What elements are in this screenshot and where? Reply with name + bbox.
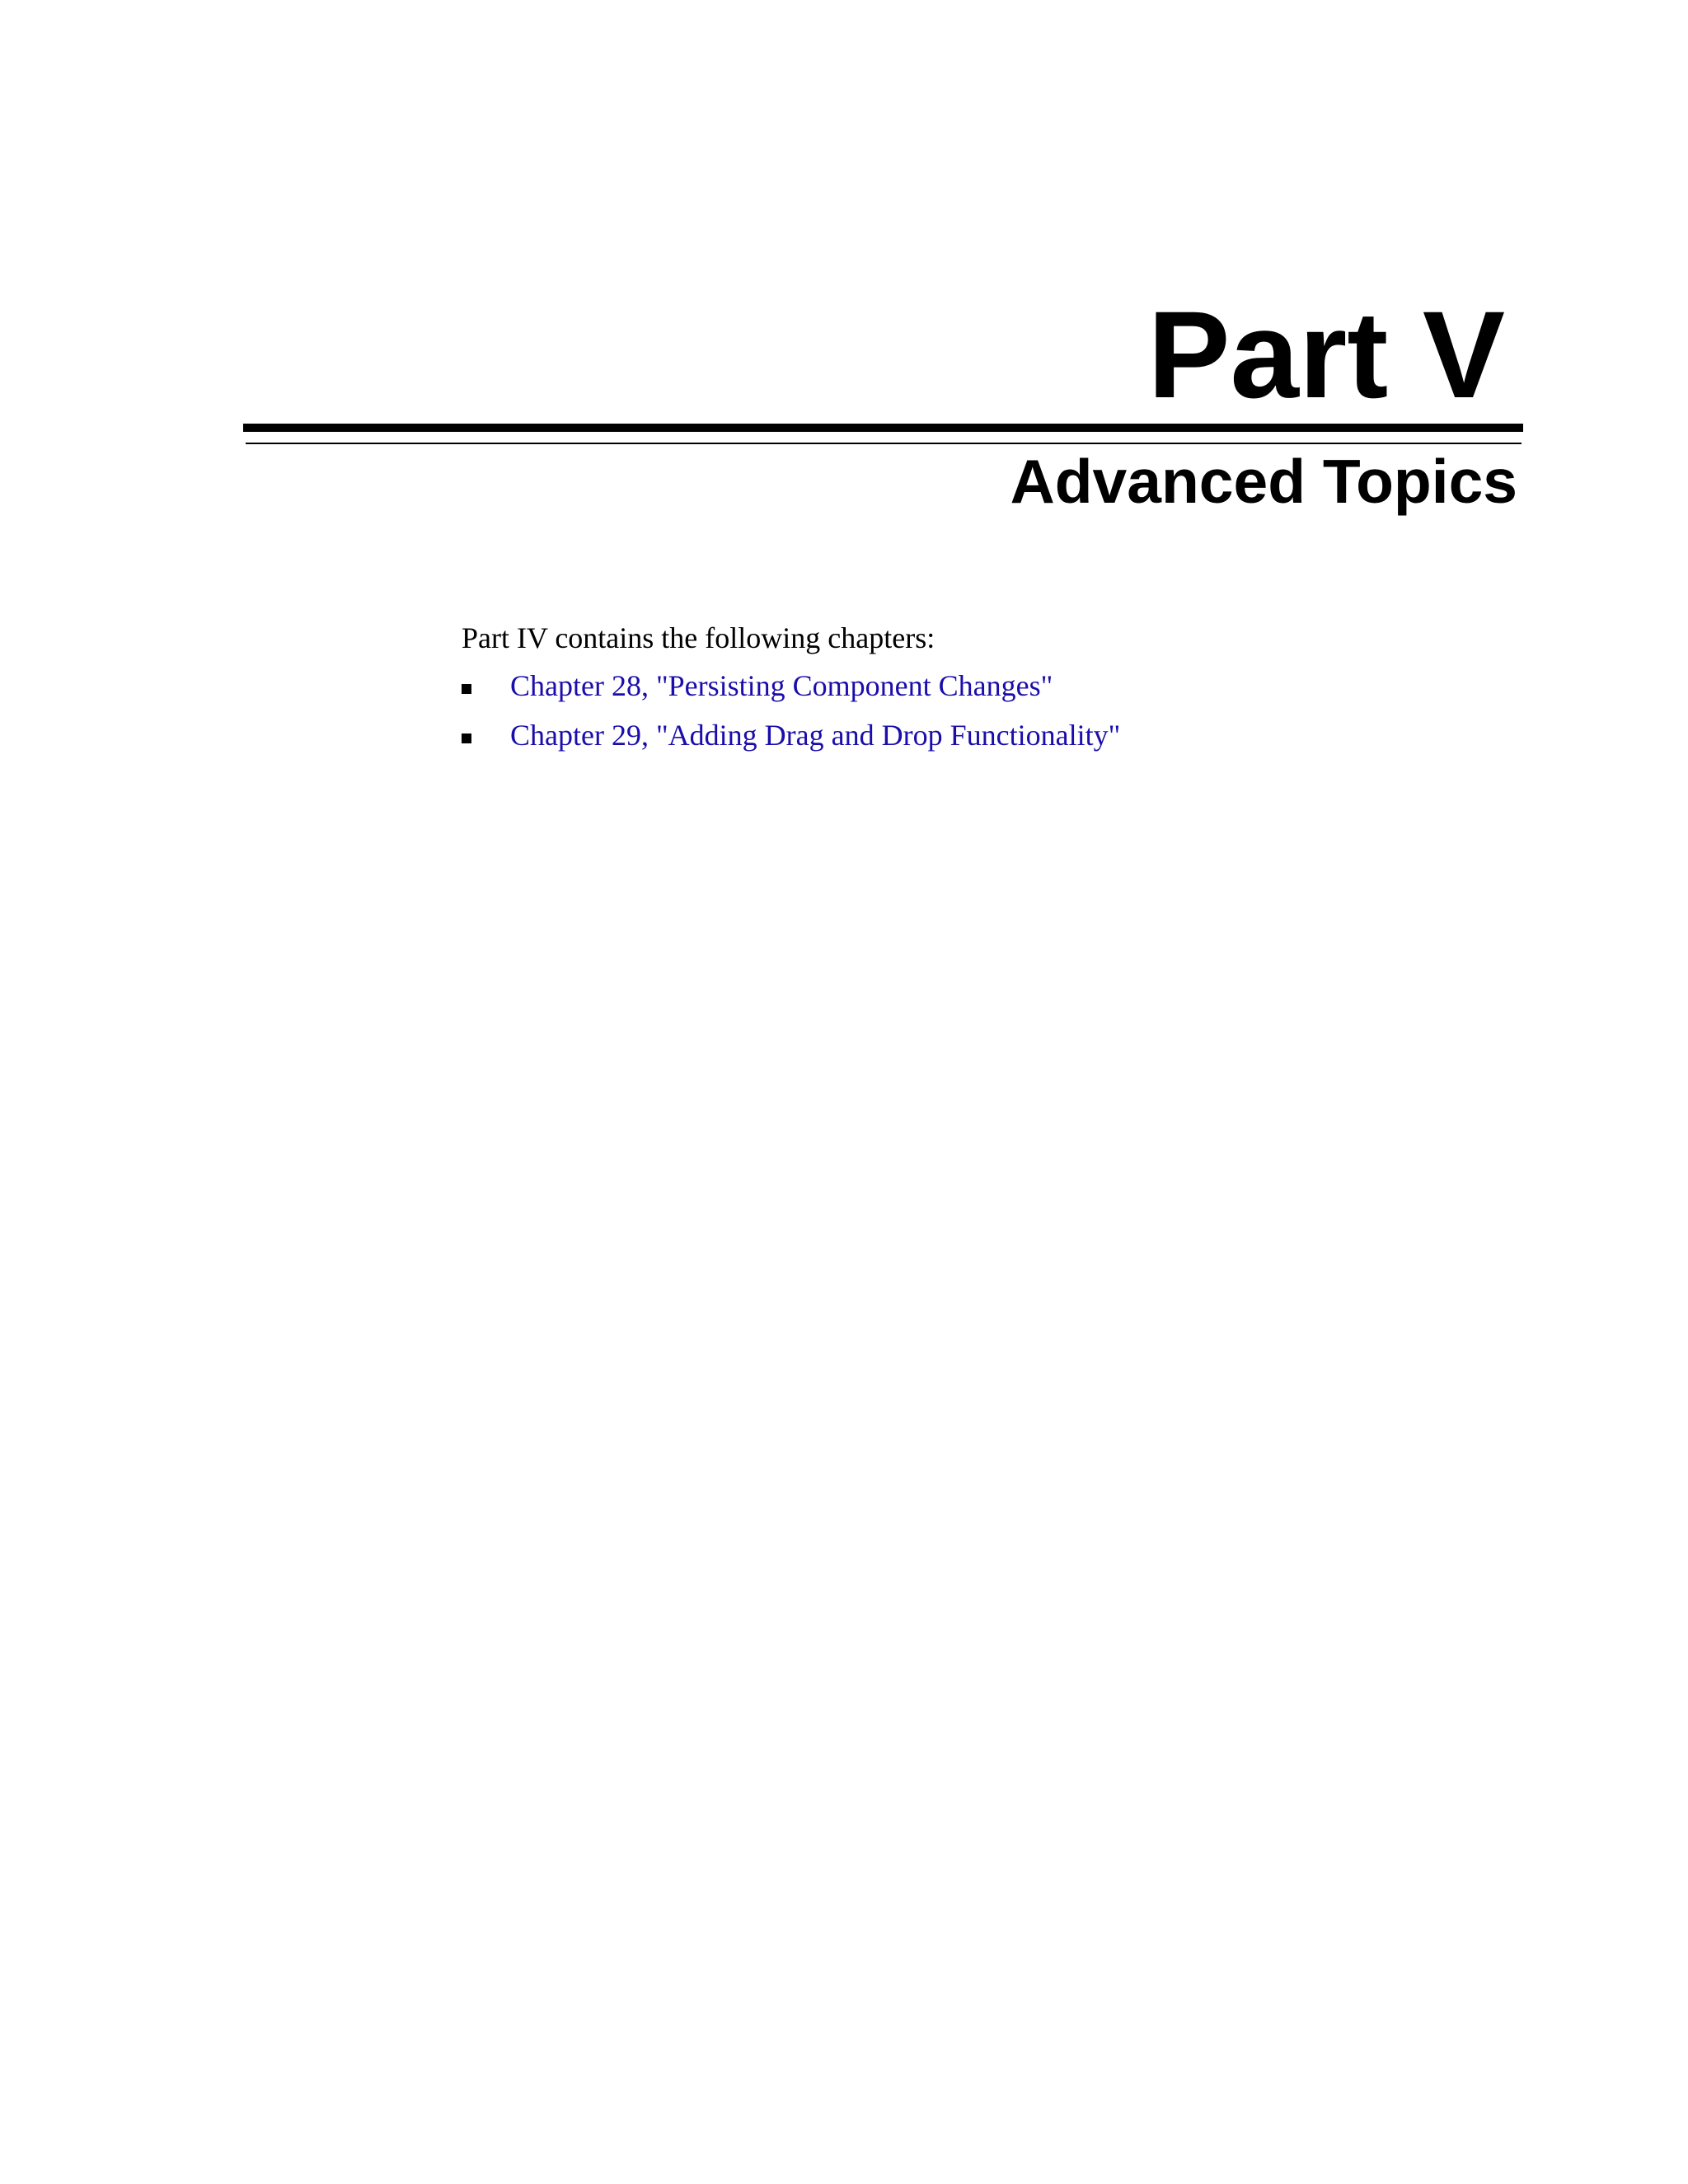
- heading-rule-thin: [246, 443, 1522, 444]
- square-bullet-icon: [462, 684, 471, 694]
- part-title: Part V: [1147, 285, 1505, 424]
- part-subtitle: Advanced Topics: [1010, 447, 1517, 516]
- square-bullet-icon: [462, 733, 471, 743]
- heading-rule-thick: [243, 424, 1523, 432]
- intro-text: Part IV contains the following chapters:: [462, 621, 935, 654]
- chapter-28-link[interactable]: Chapter 28, "Persisting Component Changes": [510, 669, 1053, 702]
- chapter-29-link[interactable]: Chapter 29, "Adding Drag and Drop Functionality": [510, 719, 1121, 752]
